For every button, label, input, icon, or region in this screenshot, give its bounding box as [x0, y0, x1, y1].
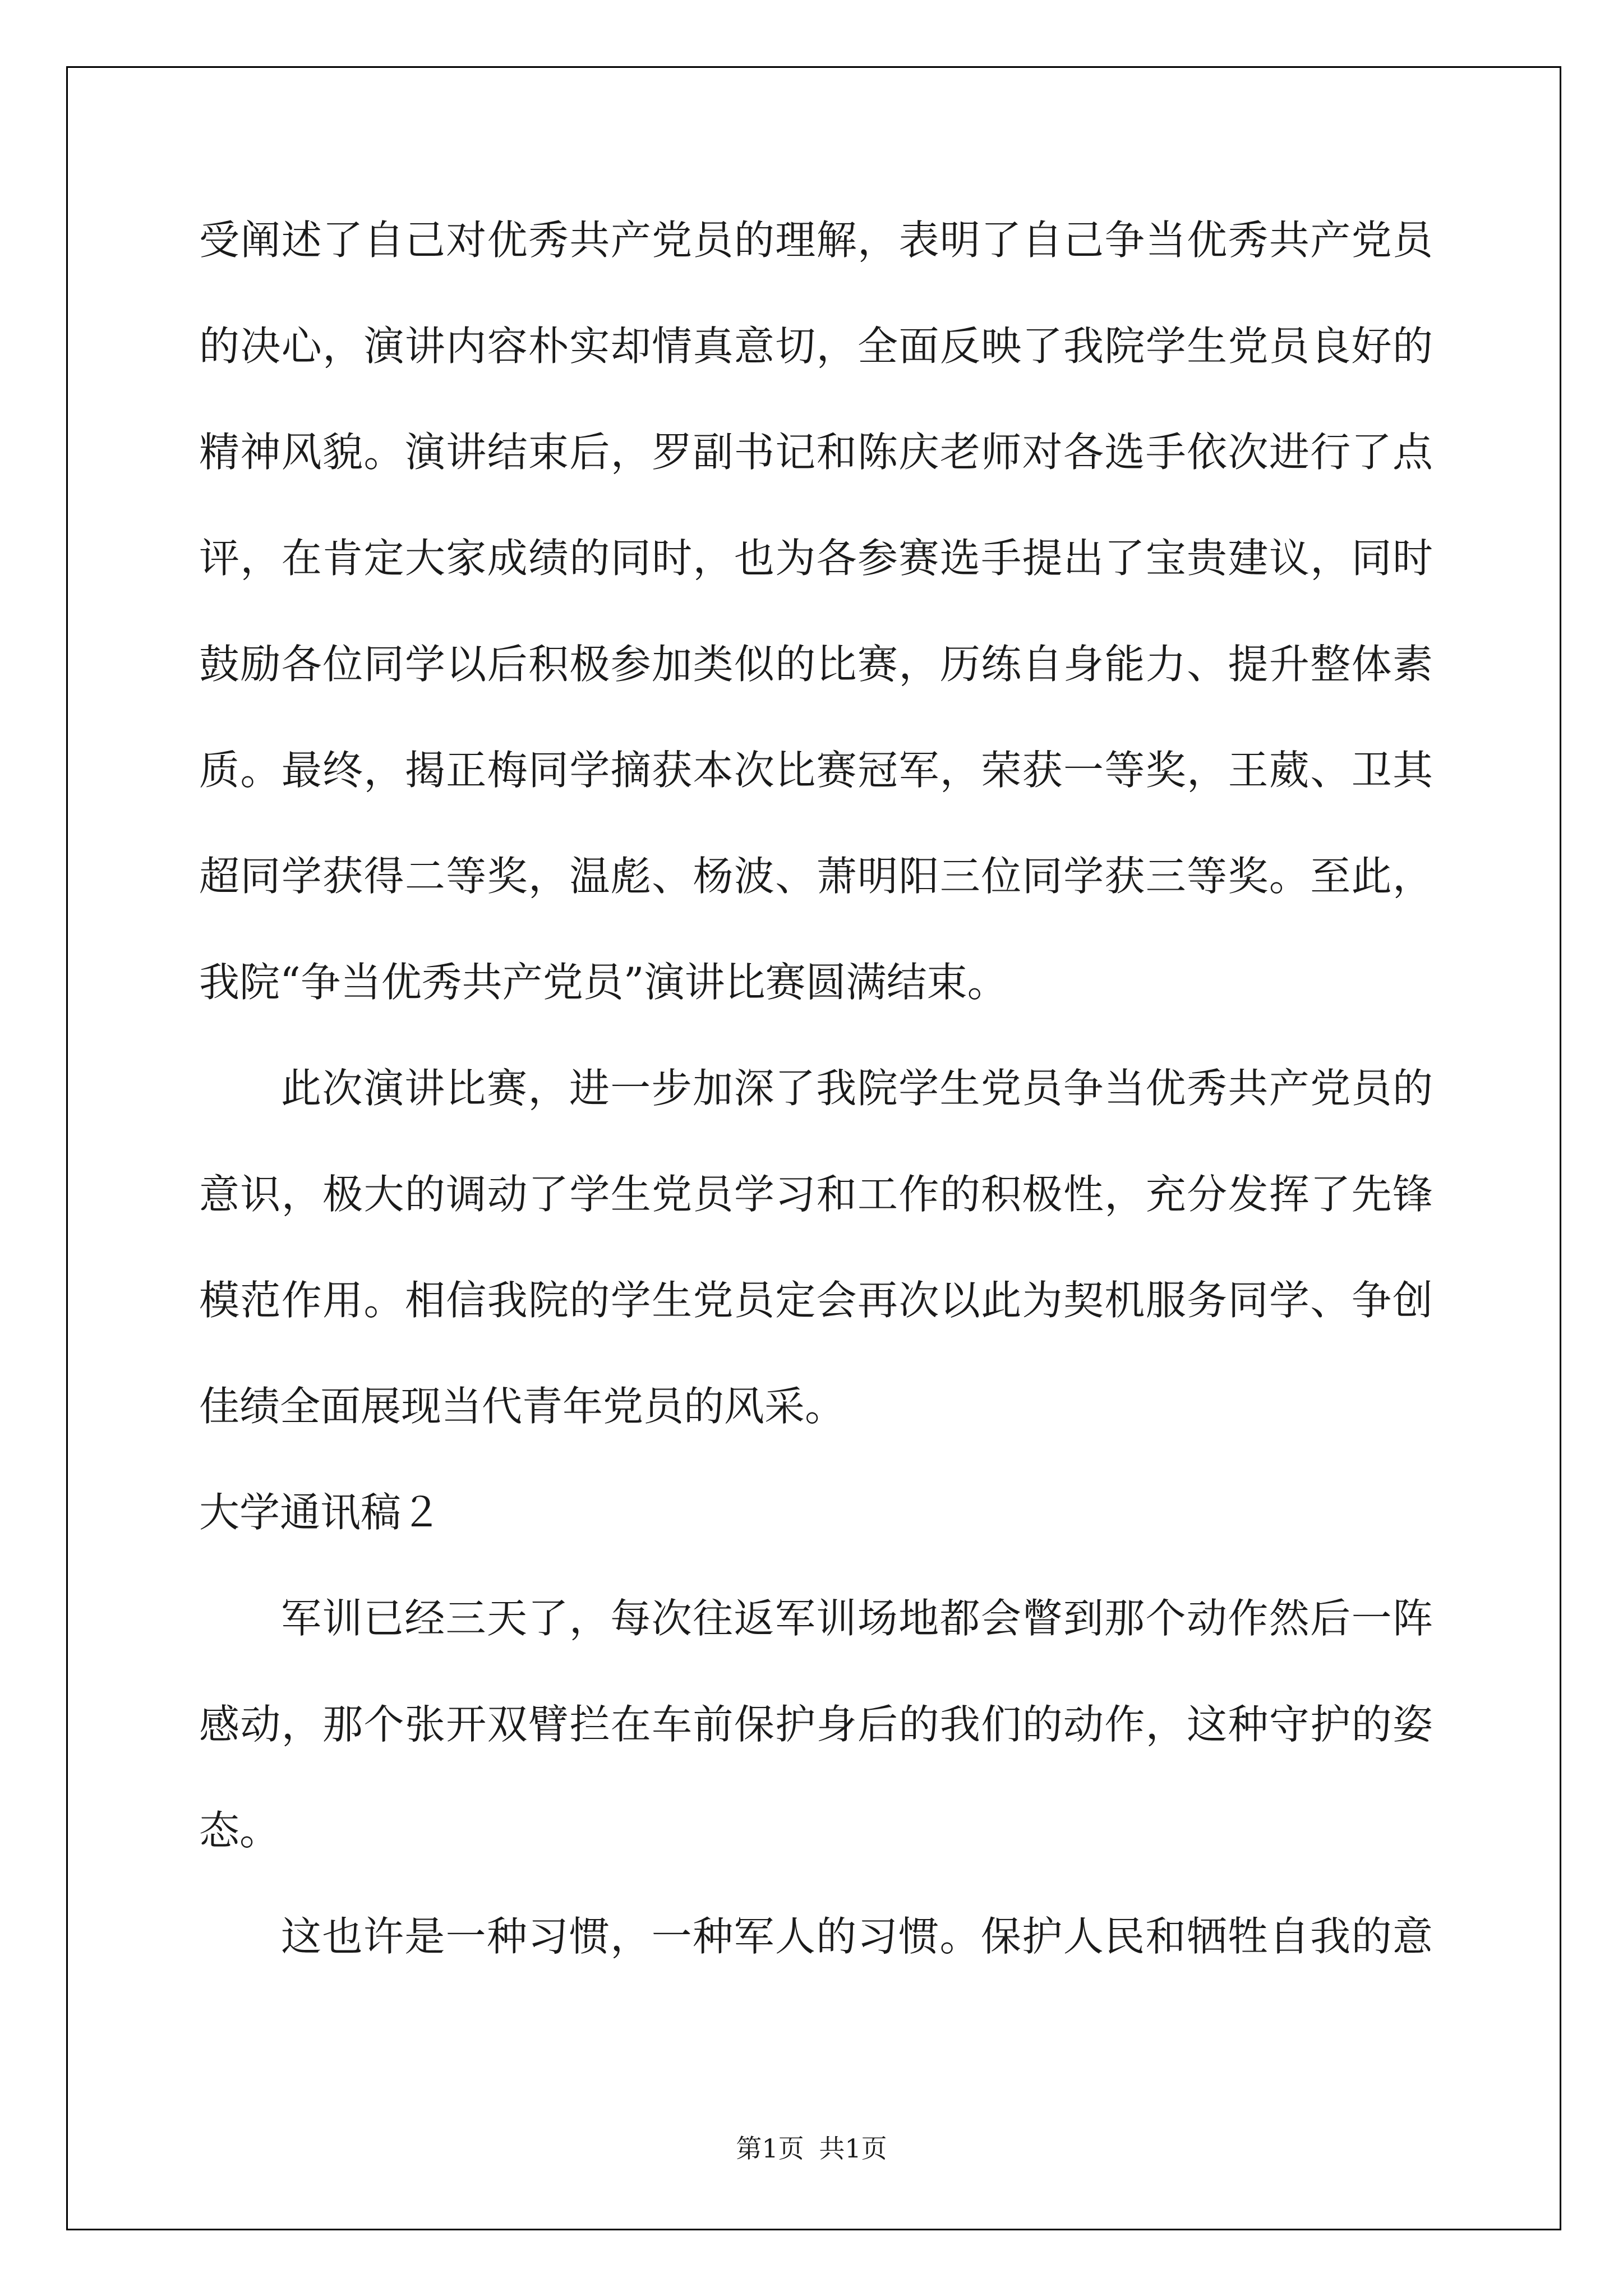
paragraph-line: 佳绩全面展现当代青年党员的风采。 [199, 1383, 846, 1430]
paragraph-line: 质。最终，揭正梅同学摘获本次比赛冠军，荣获一等奖，王葳、卫其 [199, 747, 1433, 794]
section-heading: 大学通讯稿２ [199, 1489, 442, 1536]
paragraph-line: 评，在肯定大家成绩的同时，也为各参赛选手提出了宝贵建议，同时 [199, 535, 1433, 582]
page-footer [0, 2132, 1623, 2165]
paragraph-line: 的决心，演讲内容朴实却情真意切，全面反映了我院学生党员良好的 [199, 323, 1433, 370]
paragraph-line: 超同学获得二等奖，温彪、杨波、萧明阳三位同学获三等奖。至此， [199, 853, 1433, 900]
paragraph-line: 精神风貌。演讲结束后，罗副书记和陈庆老师对各选手依次进行了点 [199, 429, 1433, 476]
paragraph-line: 模范作用。相信我院的学生党员定会再次以此为契机服务同学、争创 [199, 1277, 1433, 1324]
paragraph-line: 这也许是一种习惯，一种军人的习惯。保护人民和牺牲自我的意 [281, 1913, 1433, 1960]
paragraph-line: 此次演讲比赛，进一步加深了我院学生党员争当优秀共产党员的 [281, 1065, 1433, 1112]
page-number: 第1页 [736, 2133, 804, 2164]
paragraph-line: 鼓励各位同学以后积极参加类似的比赛，历练自身能力、提升整体素 [199, 641, 1433, 688]
paragraph-line: 态。 [199, 1807, 280, 1854]
paragraph-line: 意识，极大的调动了学生党员学习和工作的积极性，充分发挥了先锋 [199, 1171, 1433, 1218]
paragraph-line: 军训已经三天了，每次往返军训场地都会瞥到那个动作然后一阵 [281, 1595, 1433, 1642]
paragraph-line: 受阐述了自己对优秀共产党员的理解，表明了自己争当优秀共产党员 [199, 217, 1433, 264]
paragraph-line: 感动，那个张开双臂拦在车前保护身后的我们的动作，这种守护的姿 [199, 1701, 1433, 1748]
page-total: 共1页 [819, 2133, 887, 2164]
paragraph-line: 我院“争当优秀共产党员”演讲比赛圆满结束。 [199, 959, 1008, 1006]
document-body [199, 213, 1433, 2016]
